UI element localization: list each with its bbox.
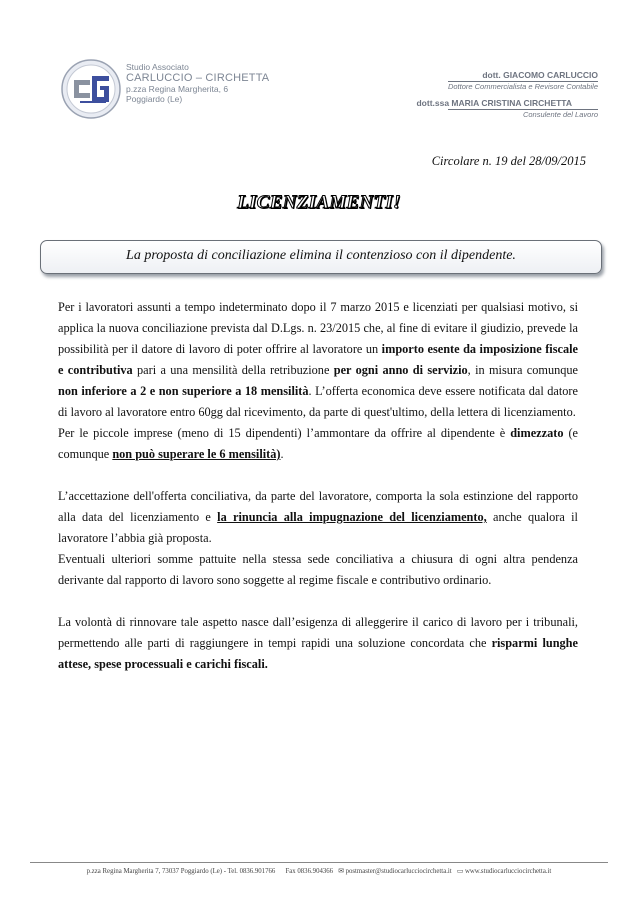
paragraph-3 xyxy=(58,486,578,549)
footer-web[interactable]: www.studiocarlucciocirchetta.it xyxy=(464,868,552,875)
p1-bold-b: importo esente da imposizione fiscale e contributiva xyxy=(58,342,578,377)
p5-text-a: La volontà di rinnovare tale aspetto nasce dall’esigenza di alleggerire il carico di lavoro per i tribunali, permettendo alle parti di raggiungere in tempi rapidi una soluzione concordata che xyxy=(58,615,578,650)
person-1-name: dott. GIACOMO CARLUCCIO xyxy=(482,70,598,80)
p3-text-c: anche qualora il lavoratore l’abbia già proposta. xyxy=(58,510,578,545)
p2-text-a: Per le piccole imprese (meno di 15 dipendenti) l’ammontare da offrire al dipendente è xyxy=(58,426,511,440)
studio-logo-icon xyxy=(60,58,122,120)
monitor-icon: ▭ xyxy=(456,868,464,875)
p2-bold-b: dimezzato xyxy=(510,426,564,440)
p1-text-e: , in misura comunque xyxy=(467,363,578,377)
circolare-reference: Circolare n. 19 del 28/09/2015 xyxy=(431,154,586,168)
p1-text-c: pari a una mensilità della retribuzione xyxy=(132,363,334,377)
p1-text-a: Per i lavoratori assunti a tempo indeterminato dopo il 7 marzo 2015 e licenziati per qualsiasi motivo, si applica la nuova conciliazione prevista dal D.Lgs. n. 23/2015 che, al fine di evitare il giudizio, prevede la possibilità per il datore di lavoro di poter offrire al lavoratore un xyxy=(58,300,578,356)
studio-line-2: CARLUCCIO – CIRCHETTA xyxy=(126,72,270,84)
p3-text-a: L’accettazione dell'offerta conciliativa, da parte del lavoratore, comporta la sola estinzione del rapporto alla data del licenziamento e xyxy=(58,489,578,524)
studio-line-1: Studio Associato xyxy=(126,62,189,72)
footer-divider xyxy=(30,862,608,863)
studio-line-4: Poggiardo (Le) xyxy=(126,94,183,104)
p2-text-e: . xyxy=(280,447,284,461)
subtitle-text: La proposta di conciliazione elimina il contenzioso con il dipendente. xyxy=(126,248,516,263)
studio-line-3: p.zza Regina Margherita, 6 xyxy=(126,84,229,94)
p5-bold-b: risparmi lunghe attese, spese processuali e carichi fiscali. xyxy=(58,636,578,671)
footer-address: p.zza Regina Margherita 7, 73037 Poggiardo (Le) - Tel. 0836.901766 xyxy=(86,868,276,875)
professionals-block xyxy=(338,70,598,120)
person-2-title: Consulente del Lavoro xyxy=(522,110,598,119)
page-footer xyxy=(0,867,638,875)
page-title: LICENZIAMENTI! xyxy=(237,192,401,213)
paragraph-2 xyxy=(58,423,578,465)
envelope-icon: ✉ xyxy=(338,868,344,875)
paragraph-4: Eventuali ulteriori somme pattuite nella stessa sede conciliativa a chiusura di ogni altra pendenza derivante dal rapporto di lavoro sono soggette al regime fiscale e contributivo ordinario. xyxy=(58,552,578,587)
paragraph-5 xyxy=(58,612,578,675)
studio-name-block xyxy=(126,62,269,104)
p2-text-c: (e comunque xyxy=(58,426,578,461)
person-2-name: dott.ssa MARIA CRISTINA CIRCHETTA xyxy=(416,98,572,108)
p1-bold-d: per ogni anno di servizio xyxy=(333,363,468,377)
footer-fax: Fax 0836.904366 xyxy=(285,868,334,875)
footer-email[interactable]: postmaster@studiocarlucciocirchetta.it xyxy=(345,868,452,875)
p2-bold-d: non può superare le 6 mensilità) xyxy=(112,447,281,461)
document-body xyxy=(58,297,578,675)
p3-bold-b: la rinuncia alla impugnazione del licenziamento, xyxy=(217,510,487,524)
paragraph-1 xyxy=(58,297,578,423)
person-1-title: Dottore Commercialista e Revisore Contabile xyxy=(447,82,598,91)
subtitle-box xyxy=(40,240,602,274)
p1-bold-f: non inferiore a 2 e non superiore a 18 mensilità xyxy=(58,384,309,398)
p1-text-g: . L’offerta economica deve essere notificata dal datore di lavoro al lavoratore entro 60gg dal ricevimento, da parte di quest'ultimo, della lettera di licenziamento. xyxy=(58,384,578,419)
